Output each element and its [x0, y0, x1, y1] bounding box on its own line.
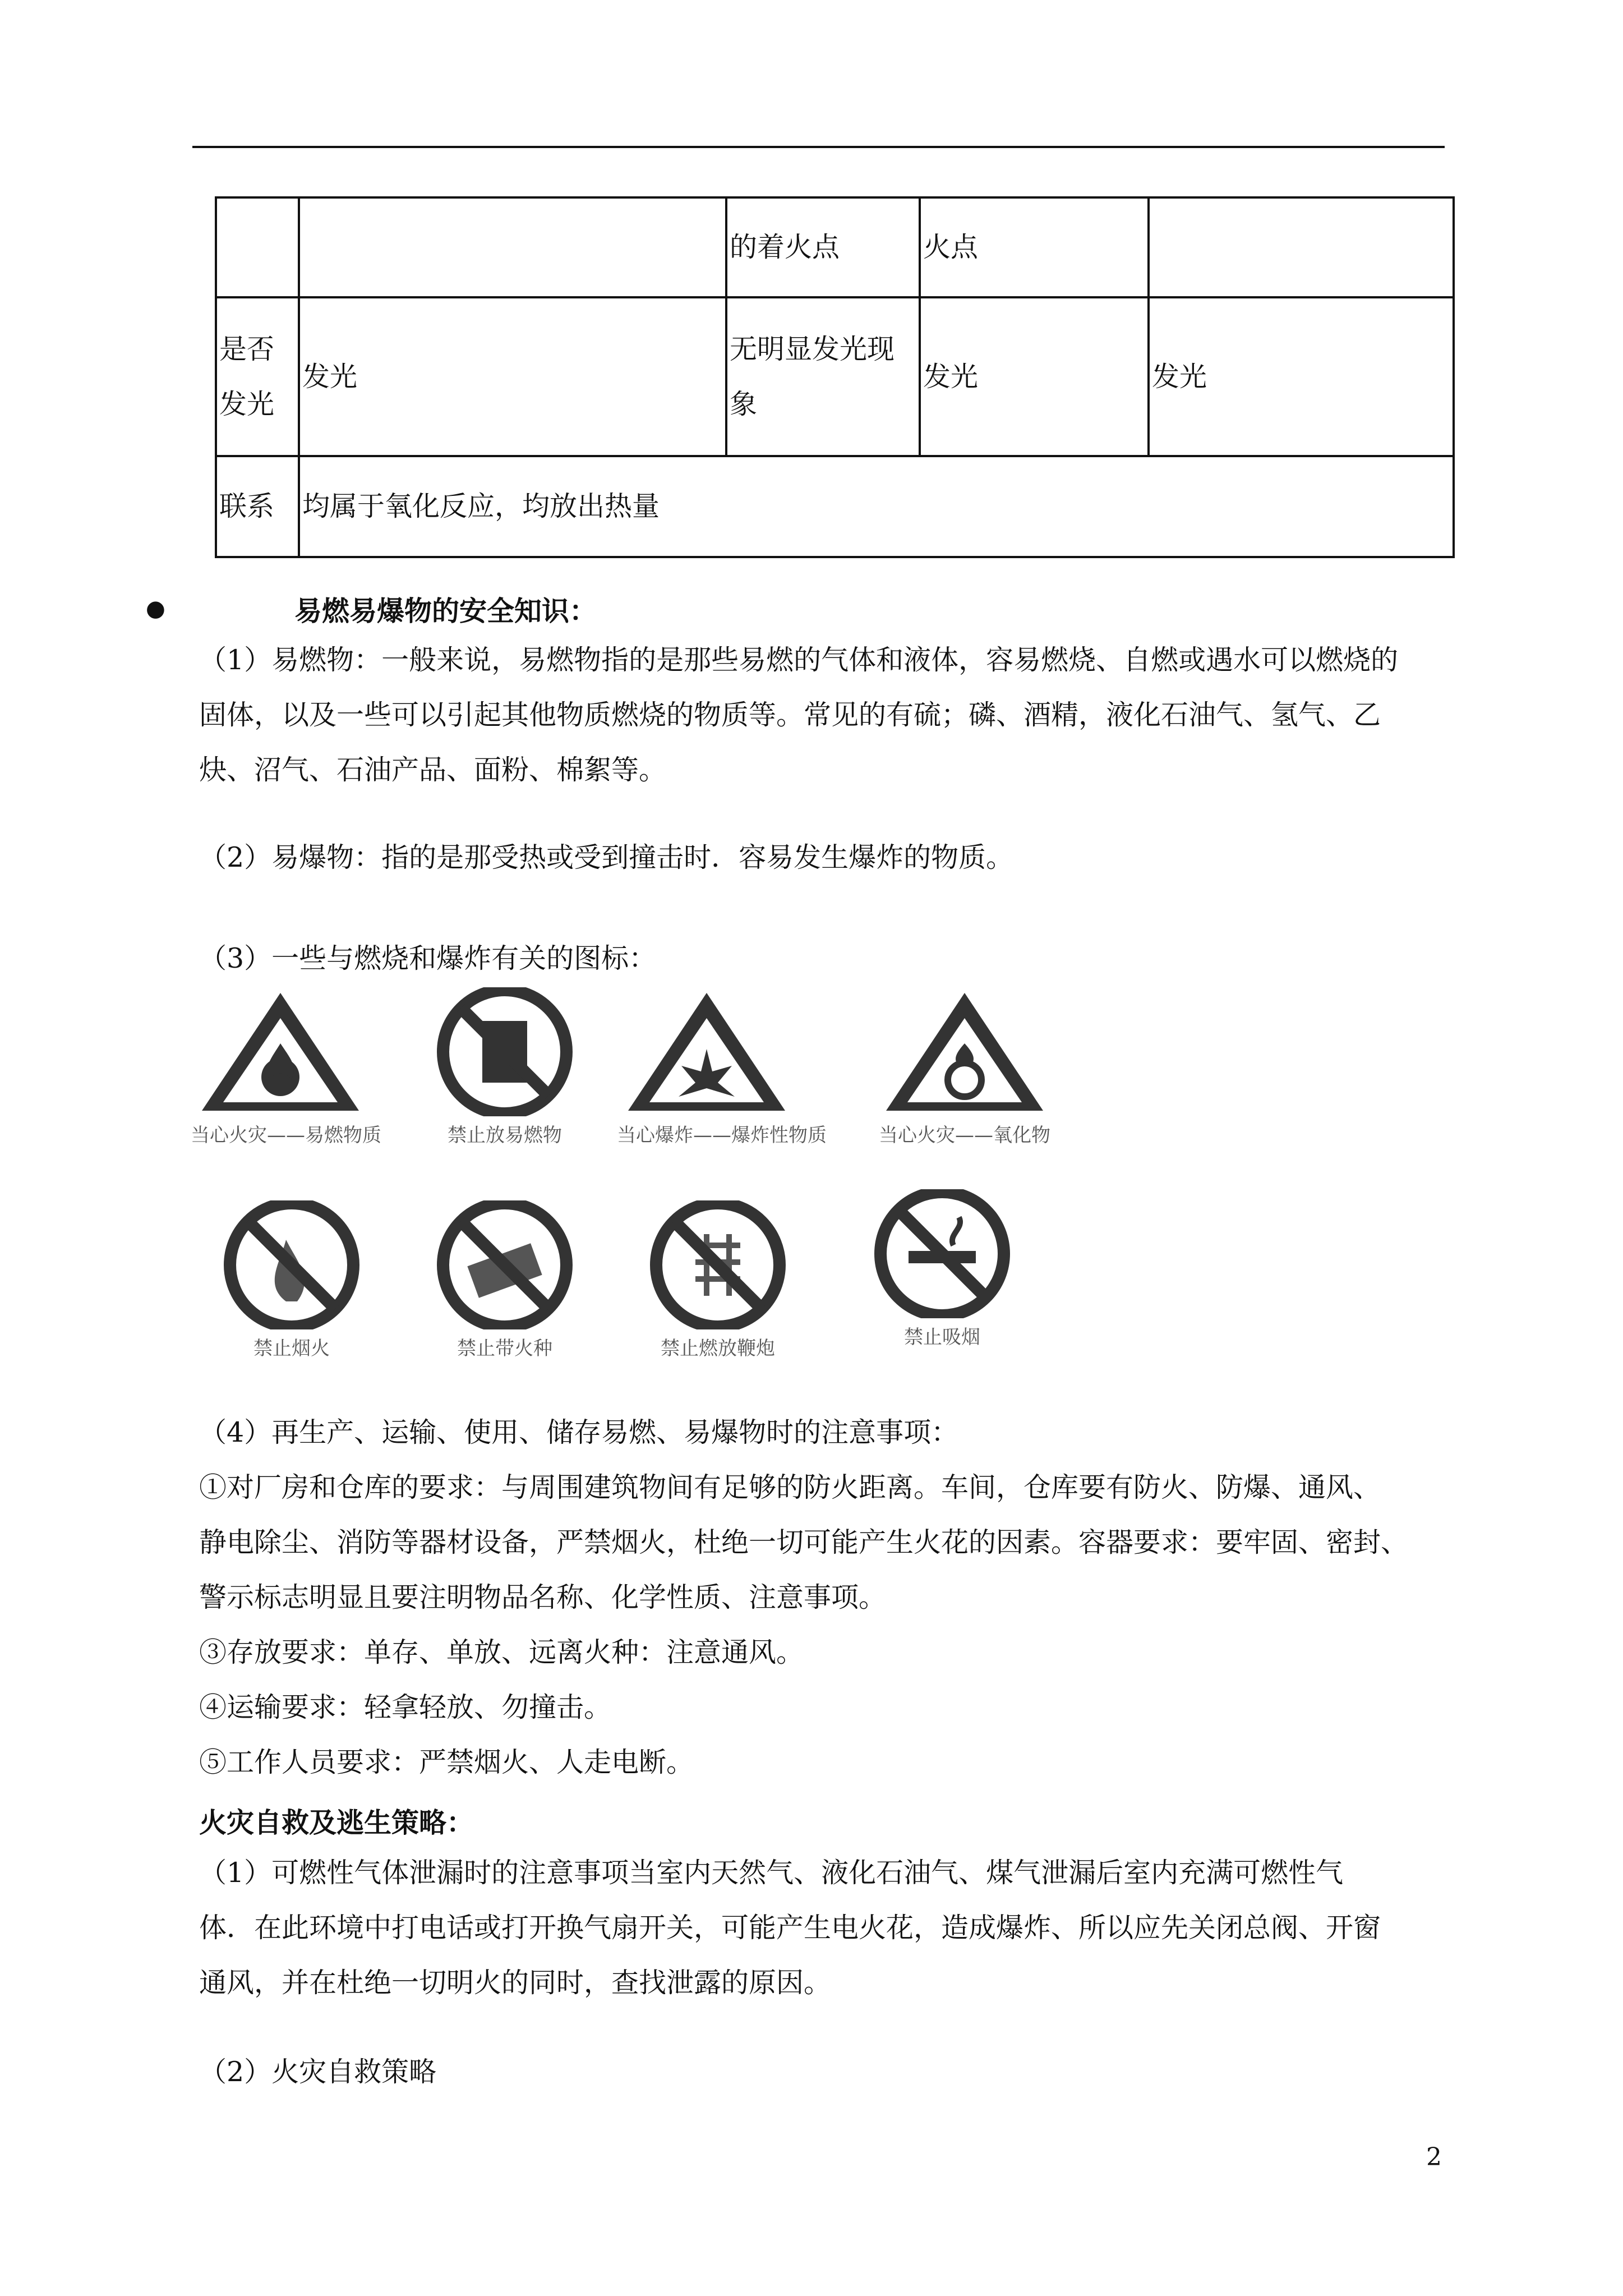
- page-number: 2: [1426, 2143, 1442, 2171]
- no-fireworks-icon: 禁止燃放鞭炮: [628, 1200, 808, 1360]
- paragraph: （4）再生产、运输、使用、储存易燃、易爆物时的注意事项： ①对厂房和仓库的要求：与周围建筑物间有足够的防火距离。车间，仓库要有防火、防爆、通风、 静电除尘、消防等器材设备，严禁烟火，杜绝一切可能产生火花的因素。容器要求：要牢固、密封、 警示标志明显且要注明物品名称、化学性质、注意事项。 ③存放要求：单存、单放、远离火种：注意通风。 ④运输要求：轻拿轻放、勿撞击。 ⑤工作人员要求：严禁烟火、人走电断。: [199, 1416, 1409, 1778]
- table-cell: 发光: [920, 297, 1149, 456]
- no-open-flame-icon: 禁止烟火: [202, 1200, 381, 1360]
- table-row: [216, 297, 1454, 456]
- table-cell: 无明显发光现 象: [726, 297, 920, 456]
- table-row-label: 联系: [216, 456, 299, 557]
- fire-warning-triangle-icon: 当心火灾——易燃物质: [191, 987, 370, 1147]
- comparison-table: [215, 196, 1455, 558]
- table-cell: [299, 197, 726, 297]
- table-cell: 均属于氧化反应，均放出热量: [299, 456, 1454, 557]
- table-row-label: 是否 发光: [216, 297, 299, 456]
- table-cell: [1149, 197, 1454, 297]
- paragraph: （1）易燃物：一般来说，易燃物指的是那些易燃的气体和液体，容易燃烧、自燃或遇水可以燃烧的 固体，以及一些可以引起其他物质燃烧的物质等。常见的有硫；磷、酒精，液化石油气、氢气、乙 炔、沼气、石油产品、面粉、棉絮等。: [199, 644, 1399, 786]
- table-cell: [216, 197, 299, 297]
- section-heading: 易燃易爆物的安全知识：: [294, 595, 597, 627]
- table-cell: 发光: [299, 297, 726, 456]
- paragraph: （2）易爆物：指的是那受热或受到撞击时．容易发生爆炸的物质。: [199, 841, 1014, 873]
- no-smoking-icon: 禁止吸烟: [852, 1189, 1032, 1349]
- table-row: [216, 456, 1454, 557]
- paragraph: （2）火灾自救策略: [199, 2056, 437, 2088]
- explosion-warning-triangle-icon: 当心爆炸——爆炸性物质: [617, 987, 796, 1147]
- table-row: [216, 197, 1454, 297]
- oxidizer-warning-triangle-icon: 当心火灾——氧化物: [875, 987, 1054, 1147]
- table-cell: 火点: [920, 197, 1149, 297]
- no-flammables-icon: 禁止放易燃物: [415, 987, 594, 1147]
- paragraph: （1）可燃性气体泄漏时的注意事项当室内天然气、液化石油气、煤气泄漏后室内充满可燃性气 体．在此环境中打电话或打开换气扇开关，可能产生电火花，造成爆炸、所以应先关闭总阀、开窗 通风，并在杜绝一切明火的同时，查找泄露的原因。: [199, 1857, 1381, 1999]
- table-cell: 发光: [1149, 297, 1454, 456]
- header-rule: [192, 146, 1445, 148]
- table-cell: 的着火点: [726, 197, 920, 297]
- safety-signs: [191, 987, 1088, 1380]
- no-matches-icon: 禁止带火种: [415, 1200, 594, 1360]
- paragraph: （3）一些与燃烧和爆炸有关的图标：: [199, 942, 657, 974]
- section-heading: 火灾自救及逃生策略：: [199, 1806, 474, 1839]
- bullet-icon: ●: [146, 596, 165, 622]
